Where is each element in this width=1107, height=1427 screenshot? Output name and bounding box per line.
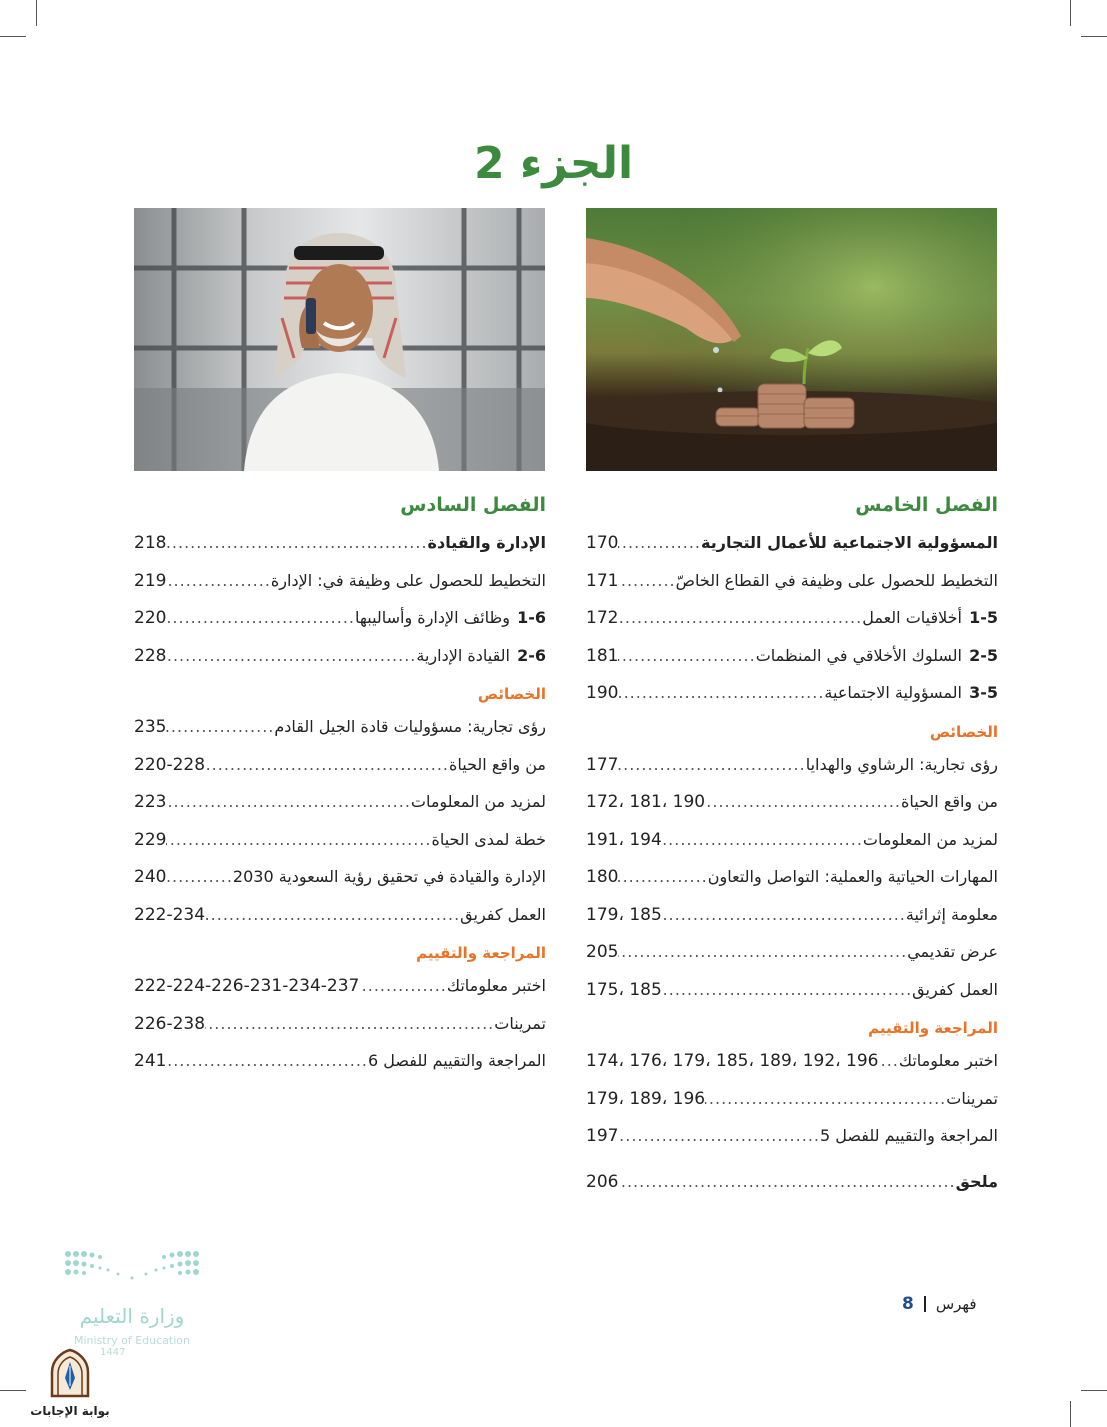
toc-entry-label: اختبر معلوماتك — [898, 1051, 998, 1070]
leader-dots — [662, 896, 906, 934]
toc-entry-page: 175، 185 — [586, 979, 662, 1000]
leader-dots — [166, 783, 410, 821]
mosque-pen-icon — [48, 1348, 92, 1398]
toc-entry-label: خطة لمدى الحياة — [431, 829, 546, 849]
toc-entry[interactable] — [586, 524, 998, 562]
toc-entry[interactable] — [586, 821, 998, 859]
ministry-dots-icon — [62, 1248, 202, 1288]
toc-entry-page: 181 — [586, 645, 619, 666]
footer-divider — [924, 1296, 926, 1312]
plant-coins-illustration — [586, 208, 997, 471]
toc-entry-page: 191، 194 — [586, 829, 662, 850]
toc-entry[interactable] — [586, 674, 998, 712]
toc-entry[interactable] — [586, 1042, 998, 1080]
toc-entry[interactable] — [586, 896, 998, 934]
toc-entry-label: وظائف الإدارة وأساليبها — [354, 608, 510, 627]
toc-entry-label: المهارات الحياتية والعملية: التواصل والتعاون — [707, 867, 998, 886]
toc-entry-page: 228 — [134, 645, 167, 666]
lesson-number: 1-5 — [969, 608, 998, 627]
toc-entry[interactable] — [586, 1163, 998, 1201]
review-heading: المراجعة والتقييم — [416, 944, 546, 962]
toc-entry-page: 170 — [586, 533, 619, 553]
leader-dots — [166, 708, 274, 746]
toc-entry-page: 174، 176، 179، 185، 189، 192، 196 — [586, 1051, 879, 1071]
leader-dots — [166, 562, 270, 600]
toc-entry-label: العمل كفريق — [460, 904, 546, 924]
toc-entry-page: 218 — [134, 533, 167, 553]
toc-entry[interactable] — [134, 783, 546, 821]
toc-entry[interactable] — [134, 1042, 546, 1080]
footer-section-label: فهرس — [935, 1295, 977, 1313]
plant-coins-photo — [586, 208, 997, 471]
toc-entry[interactable] — [134, 637, 546, 675]
leader-dots — [662, 821, 863, 859]
toc-entry-page: 226-238 — [134, 1013, 206, 1034]
lesson-number: 2-5 — [969, 645, 998, 665]
toc-entry-page: 180 — [586, 867, 619, 887]
leader-dots — [166, 858, 232, 896]
part-title: الجزء 2 — [473, 138, 634, 189]
toc-entry-page: 197 — [586, 1126, 619, 1146]
toc-entry-page: 172، 181، 190 — [586, 792, 706, 812]
toc-entry-page: 172 — [586, 608, 619, 628]
leader-dots — [166, 637, 416, 675]
crop-mark — [1081, 36, 1107, 37]
page-footer — [902, 1294, 977, 1314]
toc-entry-page: 219 — [134, 570, 167, 591]
toc-entry-page: 179، 189، 196 — [586, 1088, 706, 1109]
toc-entry[interactable] — [134, 708, 546, 746]
toc-entry-label: ملحق — [955, 1171, 998, 1191]
toc-entry-label: المراجعة والتقييم للفصل 6 — [367, 1051, 546, 1070]
chapter-5-heading: الفصل الخامس — [855, 494, 998, 516]
ministry-year: 1447 — [100, 1347, 126, 1358]
chapter-5-column — [586, 490, 998, 1200]
toc-entry[interactable] — [586, 783, 998, 821]
toc-entry-label: التخطيط للحصول على وظيفة في القطاع الخاصّ — [675, 570, 998, 590]
businessman-illustration — [134, 208, 545, 471]
toc-entry[interactable] — [134, 858, 546, 896]
toc-entry-label: الإدارة والقيادة — [427, 533, 546, 552]
leader-dots — [618, 746, 805, 784]
leader-dots — [618, 524, 701, 562]
toc-entry[interactable] — [586, 637, 998, 675]
toc-entry-page: 220 — [134, 608, 167, 628]
businessman-photo — [134, 208, 545, 471]
leader-dots — [618, 562, 675, 600]
toc-entry-label: رؤى تجارية: الرشاوي والهدايا — [805, 754, 998, 774]
leader-dots — [618, 933, 907, 971]
toc-entry-label: من واقع الحياة — [901, 792, 998, 811]
crop-mark — [0, 1390, 26, 1391]
toc-entry-page: 205 — [586, 942, 619, 962]
toc-entry-label: العمل كفريق — [912, 979, 998, 999]
leader-dots — [166, 599, 355, 637]
leader-dots — [618, 637, 755, 675]
toc-entry-label: تمرينات — [494, 1013, 546, 1033]
toc-entry-label: رؤى تجارية: مسؤوليات قادة الجيل القادم — [274, 717, 546, 736]
toc-entry[interactable] — [134, 967, 546, 1005]
ministry-logo — [62, 1248, 202, 1358]
toc-entry[interactable] — [134, 524, 546, 562]
toc-entry-label: السلوك الأخلاقي في المنظمات — [755, 645, 962, 665]
leader-dots — [166, 821, 431, 859]
crop-mark — [0, 36, 26, 37]
toc-entry[interactable] — [134, 821, 546, 859]
toc-entry[interactable] — [134, 599, 546, 637]
toc-entry[interactable] — [134, 896, 546, 934]
toc-entry-page: 190 — [586, 683, 619, 703]
leader-dots — [662, 971, 912, 1009]
leader-dots — [166, 524, 427, 562]
toc-entry-page: 177 — [586, 754, 619, 775]
leader-dots — [205, 896, 460, 934]
ministry-name-ar: وزارة التعليم — [79, 1304, 185, 1328]
toc-entry-page: 235 — [134, 717, 167, 737]
toc-entry[interactable] — [586, 746, 998, 784]
toc-entry-label: عرض تقديمي — [907, 942, 998, 961]
features-heading: الخصائص — [929, 722, 998, 741]
toc-entry-page: 171 — [586, 570, 619, 591]
toc-entry[interactable] — [134, 1005, 546, 1043]
toc-entry-label: تمرينات — [946, 1088, 998, 1108]
toc-entry-page: 240 — [134, 867, 167, 887]
toc-entry-label: اختبر معلوماتك — [446, 976, 546, 995]
ministry-name-en: Ministry of Education — [73, 1334, 190, 1347]
toc-entry-page: 220-228 — [134, 754, 206, 775]
toc-entry[interactable] — [586, 933, 998, 971]
toc-entry-label: القيادة الإدارية — [416, 645, 510, 665]
leader-dots — [705, 783, 901, 821]
toc-entry-label: لمزيد من المعلومات — [862, 829, 998, 849]
page-number: 8 — [902, 1294, 914, 1314]
crop-mark — [1070, 1401, 1071, 1427]
toc-entry-label: معلومة إثرائية — [905, 904, 998, 924]
toc-entry-label: المسؤولية الاجتماعية للأعمال التجارية — [701, 533, 998, 552]
portal-watermark — [30, 1348, 110, 1418]
toc-entry-label: من واقع الحياة — [449, 754, 546, 774]
portal-name: بوابة الإجابات — [30, 1404, 110, 1418]
toc-entry[interactable] — [586, 562, 998, 600]
leader-dots — [205, 746, 449, 784]
toc-entry-page: 241 — [134, 1051, 167, 1071]
toc-entry[interactable] — [586, 1080, 998, 1118]
review-heading: المراجعة والتقييم — [868, 1019, 998, 1037]
toc-entry[interactable] — [134, 562, 546, 600]
leader-dots — [618, 674, 824, 712]
toc-entry-label: الإدارة والقيادة في تحقيق رؤية السعودية 2030 — [232, 867, 546, 886]
toc-entry[interactable] — [586, 599, 998, 637]
toc-entry[interactable] — [134, 746, 546, 784]
leader-dots — [618, 1117, 820, 1155]
leader-dots — [618, 858, 707, 896]
toc-entry[interactable] — [586, 971, 998, 1009]
toc-entry-label: المراجعة والتقييم للفصل 5 — [819, 1126, 998, 1145]
toc-entry-page: 206 — [586, 1171, 619, 1192]
leader-dots — [359, 967, 447, 1005]
leader-dots — [705, 1080, 946, 1118]
leader-dots — [618, 599, 862, 637]
toc-entry[interactable] — [586, 858, 998, 896]
lesson-number: 2-6 — [517, 645, 546, 665]
toc-entry-label: المسؤولية الاجتماعية — [824, 683, 962, 702]
crop-mark — [1081, 1390, 1107, 1391]
toc-entry-label: أخلاقيات العمل — [862, 608, 962, 627]
lesson-number: 3-5 — [969, 683, 998, 702]
leader-dots — [618, 1163, 955, 1201]
chapter-6-column — [134, 490, 546, 1080]
leader-dots — [878, 1042, 898, 1080]
crop-mark — [36, 0, 37, 26]
lesson-number: 1-6 — [517, 608, 546, 627]
chapter-6-heading: الفصل السادس — [400, 494, 546, 516]
toc-entry-page: 229 — [134, 829, 167, 850]
toc-entry-label: لمزيد من المعلومات — [410, 792, 546, 811]
leader-dots — [205, 1005, 494, 1043]
toc-entry-label: التخطيط للحصول على وظيفة في: الإدارة — [270, 570, 546, 590]
crop-mark — [1070, 0, 1071, 26]
toc-entry-page: 222-234 — [134, 904, 206, 925]
toc-entry[interactable] — [586, 1117, 998, 1155]
toc-entry-page: 222-224-226-231-234-237 — [134, 976, 360, 996]
toc-entry-page: 179، 185 — [586, 904, 662, 925]
features-heading: الخصائص — [477, 685, 546, 703]
toc-entry-page: 223 — [134, 792, 167, 812]
leader-dots — [166, 1042, 368, 1080]
